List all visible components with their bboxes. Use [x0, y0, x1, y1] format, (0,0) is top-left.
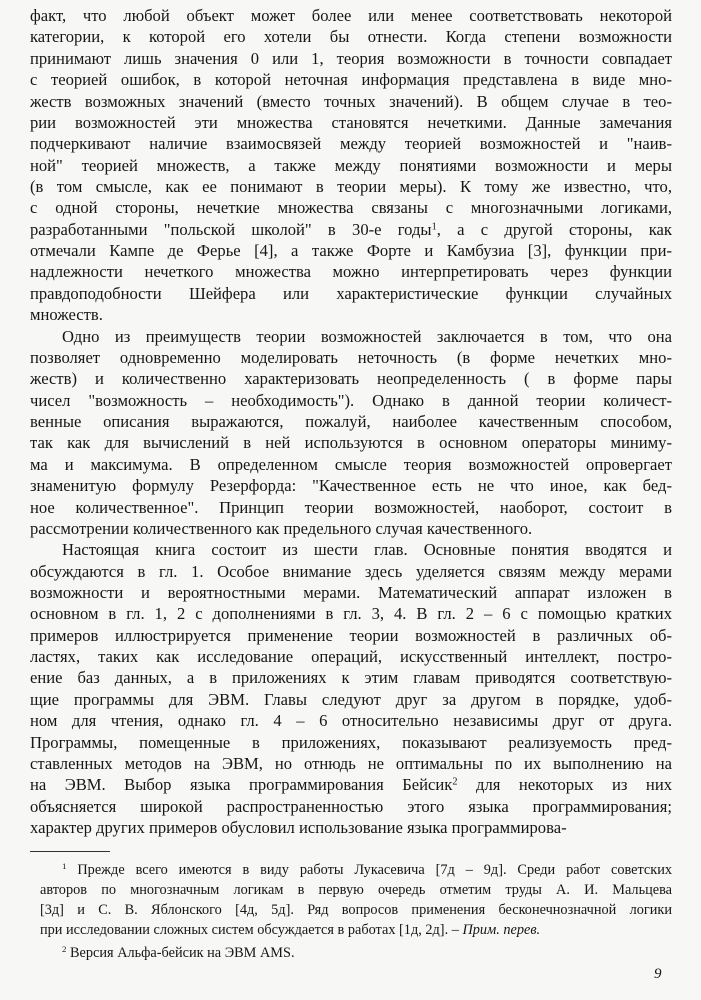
body-line: примеров иллюстрируется применение теории возможностей в различных об-	[30, 625, 672, 645]
body-line: основном в гл. 1, 2 с дополнениями в гл. 3, 4. В гл. 2 – 6 с помощью кратких	[30, 604, 672, 624]
footnote-text: при исследовании сложных систем обсуждается в работах [1д, 2д]. –	[40, 922, 459, 938]
body-line-text: разработанными "польской школой" в 30-е годы	[30, 219, 432, 239]
body-line: ное количественное". Принцип теории возможностей, наоборот, состоит в	[30, 497, 672, 517]
body-line: характер других примеров обусловил использование языка программирова-	[30, 818, 567, 837]
footnote-2-line	[62, 946, 672, 960]
body-line: подчеркивают наличие взаимосвязей между теорией возможностей и "наив-	[30, 134, 672, 154]
footnote-ref-2: 2	[452, 776, 458, 788]
body-line: венные описания выражаются, пожалуй, наиболее качественным способом,	[30, 412, 672, 431]
page-number: 9	[654, 966, 662, 982]
body-line-text: на ЭВМ. Выбор языка программирования Бейсик	[30, 775, 453, 795]
body-line: объясняется широкой распространенностью этого языка программирования;	[30, 796, 672, 816]
body-line: так как для вычислений в ней используются в основном операторы миниму-	[30, 433, 672, 453]
body-line: рассмотрении количественного как предельного случая качественного.	[30, 518, 533, 538]
body-line: множеств.	[30, 305, 103, 325]
footnote-mark-2: 2	[62, 944, 67, 955]
body-line: (в том смысле, как ее понимают в теории меры). К тому же известно, что,	[30, 176, 672, 196]
body-line: жеств возможных значений (вместо точных значений). В общем случае в тео-	[30, 91, 672, 111]
body-line: ставленных методов на ЭВМ, но отнюдь не оптимальны по их выполнению на	[30, 753, 672, 773]
body-line: факт, что любой объект может более или менее соответствовать некоторой	[30, 6, 672, 25]
footnote-rule	[30, 851, 110, 852]
footnote-1-line: авторов по многозначным логикам в первую очередь отметим труды А. И. Мальцева	[40, 882, 672, 898]
paragraph-start-line: Настоящая книга состоит из шести глав. Основные понятия вводятся и	[62, 540, 672, 560]
body-line: рии возможностей эти множества становятся нечеткими. Данные замечания	[30, 112, 672, 132]
footnote-1-line	[62, 863, 672, 877]
body-line: ной" теорией множеств, а также между понятиями возможности и меры	[30, 155, 672, 175]
body-line: щие программы для ЭВМ. Главы следуют друг за другом в порядке, удоб-	[30, 689, 672, 709]
body-line: чисел "возможность – необходимость"). Однако в данной теории количест-	[30, 390, 672, 410]
body-line-text: для некоторых из них	[457, 775, 672, 795]
body-line: ном для чтения, однако гл. 4 – 6 относительно независимы друг от друга.	[30, 711, 672, 731]
body-line: Программы, помещенные в приложениях, показывают реализуемость пред-	[30, 732, 672, 752]
footnote-ref-1: 1	[431, 221, 437, 233]
footnote-text: Версия Альфа-бейсик на ЭВМ AMS.	[70, 945, 295, 961]
body-line: возможности и вероятностными мерами. Математический аппарат изложен в	[30, 582, 672, 602]
body-line: отмечали Кампе де Ферье [4], а также Форте и Камбузиа [3], функции при-	[30, 241, 672, 261]
footnote-mark-1: 1	[62, 861, 67, 872]
body-line: с теорией ошибок, в которой неточная информация представлена в виде мно-	[30, 70, 672, 90]
body-line: с одной стороны, нечеткие множества связаны с многозначными логиками,	[30, 198, 672, 218]
body-line: обсуждаются в гл. 1. Особое внимание здесь уделяется связям между мерами	[30, 561, 672, 581]
body-line: надлежности нечеткого множества можно интерпретировать через функции	[30, 262, 672, 282]
footnote-1-line: [3д] и С. В. Яблонского [4д, 5д]. Ряд вопросов применения бесконечнозначной логики	[40, 902, 672, 918]
body-line-text: , а с другой стороны, как	[436, 219, 672, 239]
body-line: знаменитую формулу Резерфорда: "Качественное есть не что иное, как бед-	[30, 476, 672, 496]
body-line: принимают лишь значения 0 или 1, теория возможности в точности совпадает	[30, 48, 672, 68]
body-line: ма и максимума. В определенном смысле теория возможностей опровергает	[30, 454, 672, 474]
body-line: ение баз данных, а в приложениях к этим главам приводятся соответствую-	[30, 668, 672, 688]
footnote-1-line	[40, 923, 672, 937]
body-line-with-footnote-2	[30, 777, 672, 794]
body-line: ластях, таких как исследование операций, искусственный интеллект, постро-	[30, 647, 672, 667]
paragraph-start-line: Одно из преимуществ теории возможностей заключается в том, что она	[62, 326, 672, 346]
body-line: жеств) и количественно характеризовать неопределенность ( в форме пары	[30, 369, 672, 389]
translator-note: Прим. перев.	[462, 922, 541, 938]
body-line-with-footnote-1	[30, 219, 672, 239]
footnote-text: Прежде всего имеются в виду работы Лукасевича [7д – 9д]. Среди работ советских	[77, 862, 673, 878]
body-line: категории, к которой его хотели бы отнести. Когда степени возможности	[30, 27, 672, 47]
body-line: правдоподобности Шейфера или характеристические функции случайных	[30, 283, 672, 303]
body-line: позволяет одновременно моделировать неточность (в форме нечетких мно-	[30, 347, 672, 367]
